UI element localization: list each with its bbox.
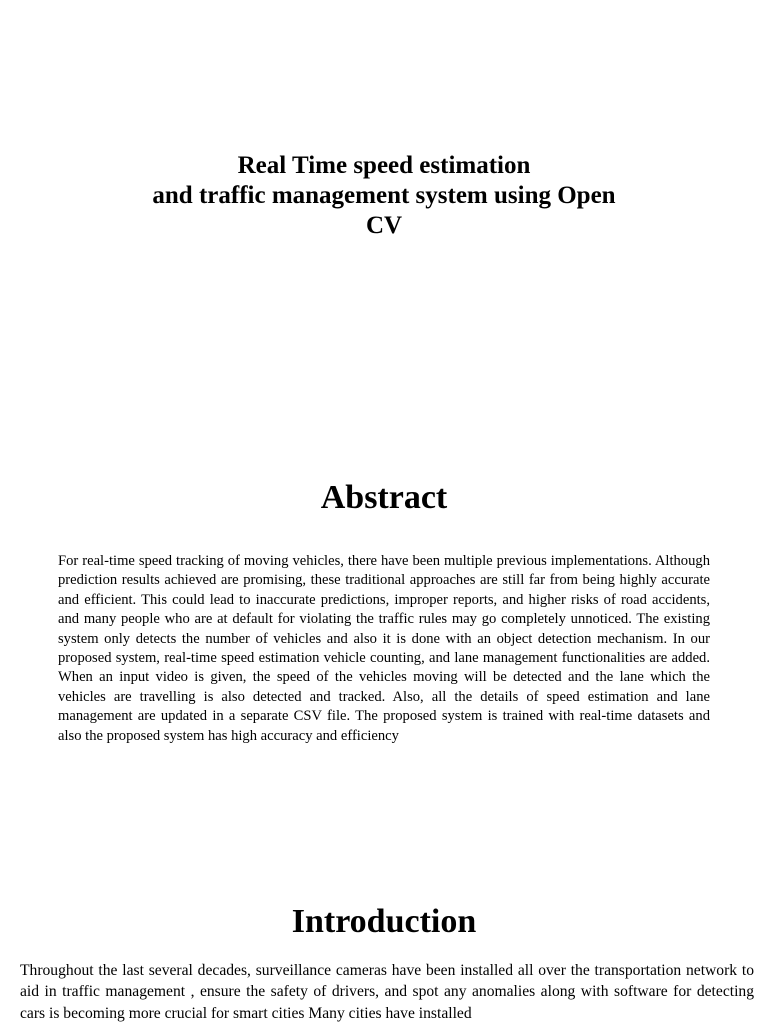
introduction-paragraph: Throughout the last several decades, surveillance cameras have been installed all over the transportation network to aid in traffic management , ensure the safety of drivers, and spot any anomalies along with software for detecting cars is becoming more crucial for smart cities Many cities have installed <box>20 962 754 1022</box>
title-line-1: Real Time speed estimation <box>237 152 531 179</box>
abstract-paragraph: For real-time speed tracking of moving vehicles, there have been multiple previous implementations. Although prediction results achieved are promising, these traditional approaches are still far from being highly accurate and efficient. This could lead to inaccurate predictions, improper reports, and higher risks of road accidents, and many people who are at default for violating the traffic rules may go completely unnoticed. The existing system only detects the number of vehicles and also it is done with an object detection mechanism. In our proposed system, real-time speed estimation vehicle counting, and lane management functionalities are added. When an input video is given, the speed of the vehicles moving will be detected and the lane which the vehicles are travelling is also detected and tracked. Also, all the details of speed estimation and lane management are updated in a separate CSV file. The proposed system is trained with real-time datasets and also the proposed system has high accuracy and efficiency <box>58 553 710 744</box>
paper-title <box>0 151 768 241</box>
introduction-heading: Introduction <box>291 903 477 940</box>
abstract-heading: Abstract <box>320 479 448 516</box>
title-line-2: and traffic management system using Open <box>152 182 616 209</box>
title-line-3: CV <box>365 212 403 239</box>
